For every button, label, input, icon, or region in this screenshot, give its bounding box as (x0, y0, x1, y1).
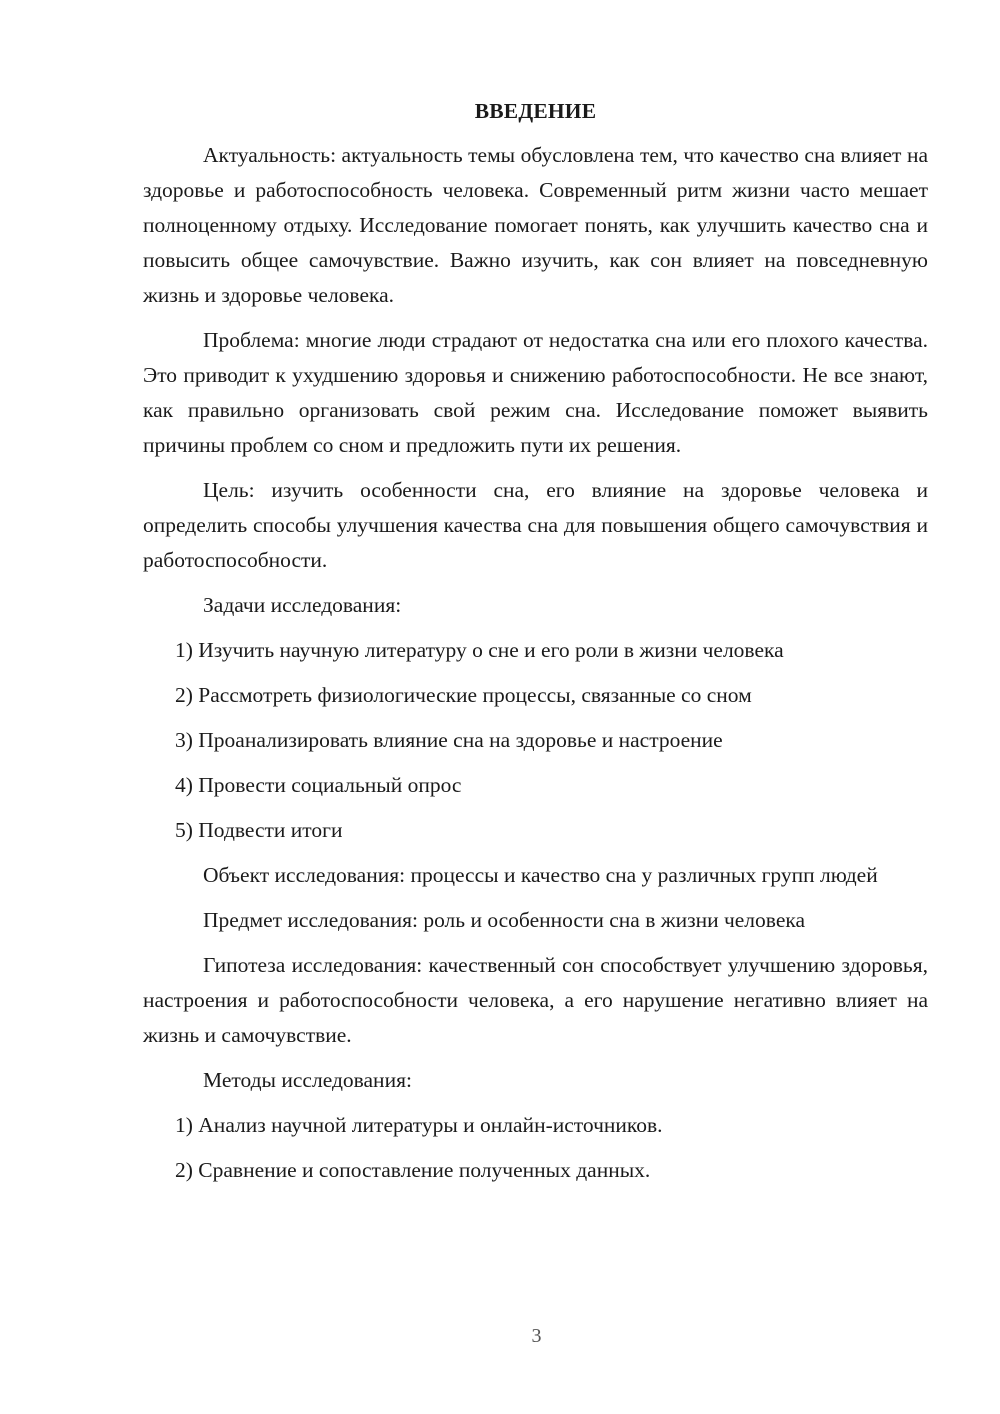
methods-list (143, 1108, 928, 1188)
list-item: 1) Анализ научной литературы и онлайн-источников. (175, 1113, 663, 1137)
document-page (143, 96, 928, 1198)
problem-paragraph: Проблема: многие люди страдают от недостатка сна или его плохого качества. Это приводит к ухудшению здоровья и снижению работоспособности. Не все знают, как правильно организовать свой режим сна. Исследование поможет выявить причины проблем со сном и предложить пути их решения. (143, 328, 928, 457)
object-paragraph: Объект исследования: процессы и качество сна у различных групп людей (203, 863, 878, 887)
list-item: 5) Подвести итоги (175, 818, 343, 842)
hypothesis-paragraph: Гипотеза исследования: качественный сон способствует улучшению здоровья, настроения и работоспособности человека, а его нарушение негативно влияет на жизнь и самочувствие. (143, 953, 928, 1047)
tasks-list (143, 633, 928, 848)
list-item: 2) Рассмотреть физиологические процессы, связанные со сном (175, 683, 752, 707)
list-item: 1) Изучить научную литературу о сне и его роли в жизни человека (175, 638, 784, 662)
relevance-paragraph: Актуальность: актуальность темы обусловлена тем, что качество сна влияет на здоровье и работоспособность человека. Современный ритм жизни часто мешает полноценному отдыху. Исследование помогает понять, как улучшить качество сна и повысить общее самочувствие. Важно изучить, как сон влияет на повседневную жизнь и здоровье человека. (143, 143, 928, 307)
list-item: 2) Сравнение и сопоставление полученных данных. (175, 1158, 651, 1182)
goal-paragraph: Цель: изучить особенности сна, его влияние на здоровье человека и определить способы улучшения качества сна для повышения общего самочувствия и работоспособности. (143, 478, 928, 572)
list-item: 4) Провести социальный опрос (175, 773, 462, 797)
list-item: 3) Проанализировать влияние сна на здоровье и настроение (175, 728, 723, 752)
subject-paragraph: Предмет исследования: роль и особенности сна в жизни человека (203, 908, 806, 932)
page-number: 3 (531, 1325, 542, 1347)
page-title: ВВЕДЕНИЕ (474, 99, 597, 123)
tasks-heading: Задачи исследования: (203, 593, 402, 617)
methods-heading: Методы исследования: (203, 1068, 412, 1092)
